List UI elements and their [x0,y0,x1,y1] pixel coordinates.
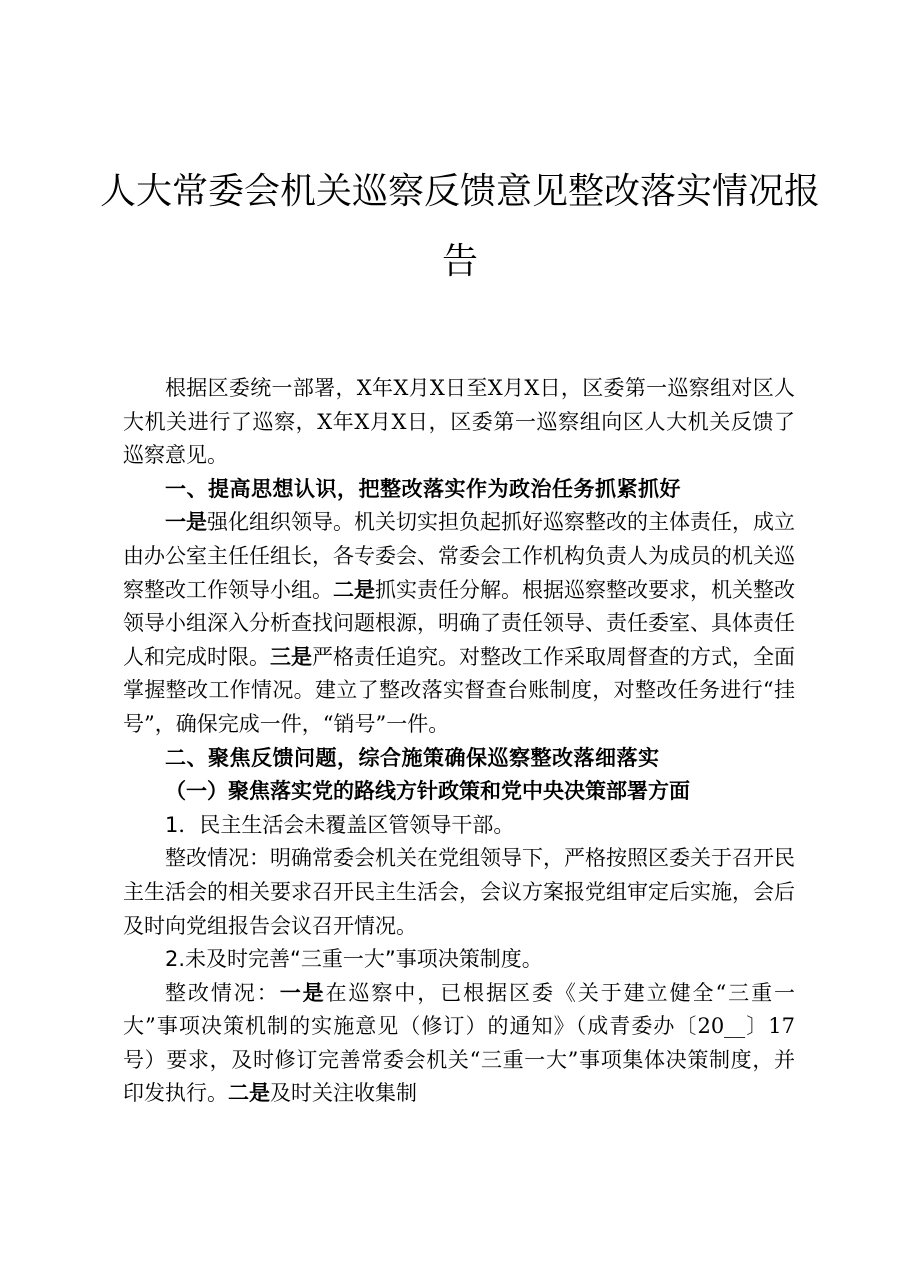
item2-prefix: 整改情况： [165,980,280,1005]
section1-lead3: 三是 [270,644,312,669]
intro-paragraph: 根据区委统一部署，X年X月X日至X月X日，区委第一巡察组对区人大机关进行了巡察，X年X月X日，区委第一巡察组向区人大机关反馈了巡察意见。 [123,376,795,468]
section2-subheading: （一）聚焦落实党的路线方针政策和党中央决策部署方面 [165,779,690,804]
section1-text3: 严格责任追究。对整改工作采取周督查的方式，全面掌握整改工作情况。建立了整改落实督查台账制度，对整改任务进行“挂号”，确保完成一件，“销号”一件。 [123,644,795,736]
section1-paragraph [123,506,795,741]
item1-text: 整改情况：明确常委会机关在党组领导下，严格按照区委关于召开民主生活会的相关要求召开民主生活会，会议方案报党组审定后实施，会后及时向党组报告会议召开情况。 [123,846,795,938]
document-body [123,372,795,1111]
item2-text2: 及时关注收集制 [270,1081,417,1106]
section2-heading: 二、聚焦反馈问题，综合施策确保巡察整改落细落实 [165,745,660,770]
item1-title: 1．民主生活会未覆盖区管领导干部。 [165,812,515,837]
item2-lead2: 二是 [228,1081,270,1106]
item2-text1: 在巡察中，已根据区委《关于建立健全“三重一大”事项决策机制的实施意见（修订）的通知》（成青委办〔20__〕17号）要求，及时修订完善常委会机关“三重一大”事项集体决策制度，并印发执行。 [123,980,796,1106]
section1-text1: 强化组织领导。机关切实担负起抓好巡察整改的主体责任，成立由办公室主任任组长，各专委会、常委会工作机构负责人为成员的机关巡察整改工作领导小组。 [123,510,795,602]
document-title-line2: 告 [441,241,478,282]
section1-heading: 一、提高思想认识，把整改落实作为政治任务抓紧抓好 [165,476,681,501]
section1-lead1: 一是 [165,510,207,535]
section1-text2: 抓实责任分解。根据巡察整改要求，机关整改领导小组深入分析查找问题根源，明确了责任领导、责任委室、具体责任人和完成时限。 [123,577,795,669]
document-title-line1: 人大常委会机关巡察反馈意见整改落实情况报 [100,171,821,212]
item2-paragraph [123,977,795,1111]
section1-lead2: 二是 [333,577,375,602]
item2-lead1: 一是 [279,980,326,1005]
item2-title: 2.未及时完善“三重一大”事项决策制度。 [165,947,543,972]
